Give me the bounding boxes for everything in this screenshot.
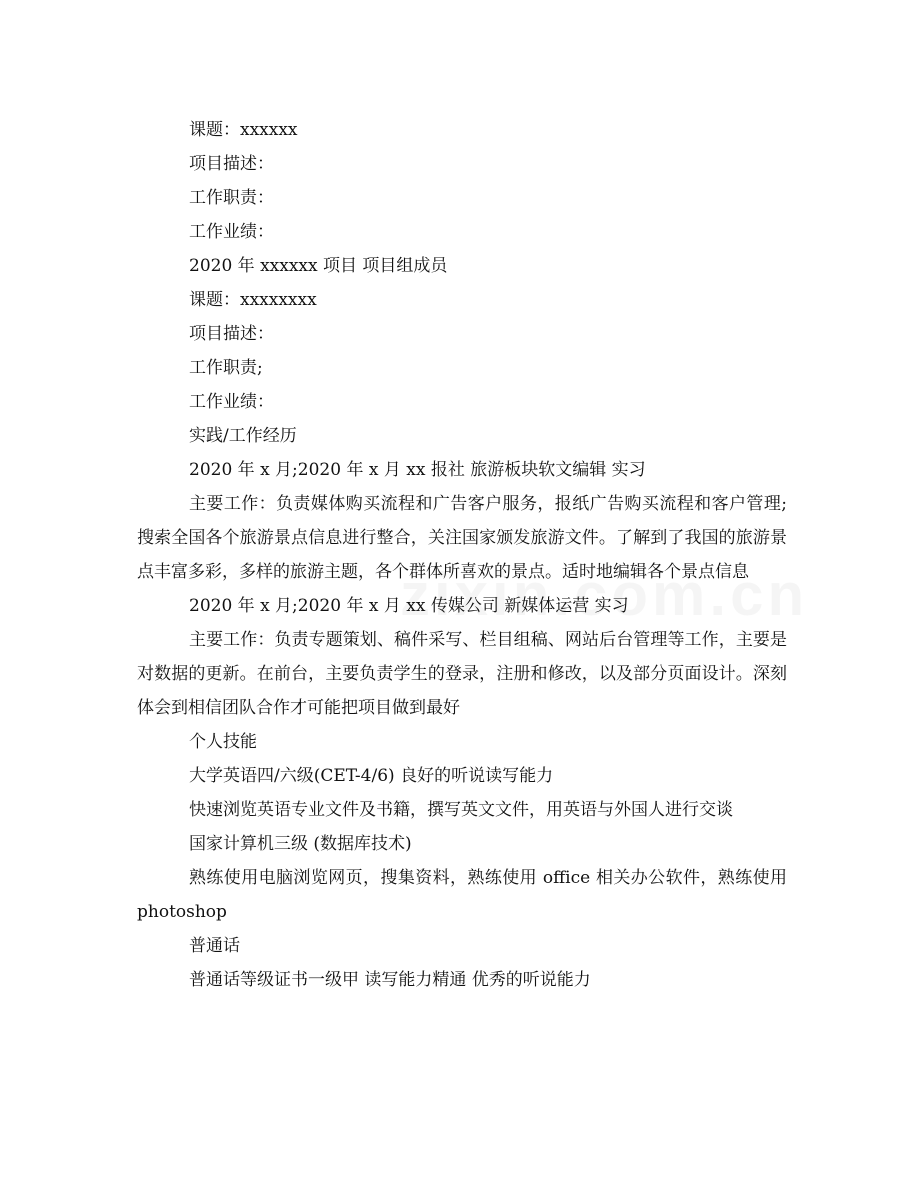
- skill-computer-cert: 国家计算机三级 (数据库技术): [189, 834, 412, 854]
- skill-english-cert: 大学英语四/六级(CET-4/6) 良好的听说读写能力: [189, 766, 554, 786]
- subject-line-2: 课题：xxxxxxxx: [189, 290, 317, 310]
- internship-heading-newspaper: 2020 年 x 月;2020 年 x 月 xx 报社 旅游板块软文编辑 实习: [189, 460, 646, 480]
- skill-computer-detail: 熟练使用电脑浏览网页，搜集资料，熟练使用 office 相关办公软件，熟练使用 photoshop: [137, 868, 787, 922]
- skill-english-detail: 快速浏览英语专业文件及书籍，撰写英文文件，用英语与外国人进行交谈: [189, 800, 733, 820]
- project-description-label-2: 项目描述：: [189, 324, 274, 344]
- document-body: [137, 113, 787, 997]
- skill-mandarin-cert: 普通话等级证书一级甲 读写能力精通 优秀的听说能力: [189, 970, 591, 990]
- project-heading-2020: 2020 年 xxxxxx 项目 项目组成员: [189, 256, 448, 276]
- section-heading-experience: 实践/工作经历: [189, 426, 297, 446]
- job-performance-label-1: 工作业绩：: [189, 222, 274, 242]
- job-duties-label-2: 工作职责;: [189, 358, 263, 378]
- project-description-label-1: 项目描述：: [189, 154, 274, 174]
- internship-duties-media: 主要工作：负责专题策划、稿件采写、栏目组稿、网站后台管理等工作，主要是对数据的更新。在前台，主要负责学生的登录，注册和修改，以及部分页面设计。深刻体会到相信团队合作才可能把项目做到最好: [137, 630, 787, 718]
- internship-heading-media: 2020 年 x 月;2020 年 x 月 xx 传媒公司 新媒体运营 实习: [189, 596, 629, 616]
- subject-line-1: 课题：xxxxxx: [189, 120, 298, 140]
- section-heading-skills: 个人技能: [189, 732, 257, 752]
- job-duties-label-1: 工作职责：: [189, 188, 274, 208]
- internship-duties-newspaper: 主要工作：负责媒体购买流程和广告客户服务，报纸广告购买流程和客户管理;搜索全国各个旅游景点信息进行整合，关注国家颁发旅游文件。了解到了我国的旅游景点丰富多彩，多样的旅游主题，各个群体所喜欢的景点。适时地编辑各个景点信息: [137, 494, 787, 582]
- job-performance-label-2: 工作业绩：: [189, 392, 274, 412]
- section-heading-mandarin: 普通话: [189, 936, 240, 956]
